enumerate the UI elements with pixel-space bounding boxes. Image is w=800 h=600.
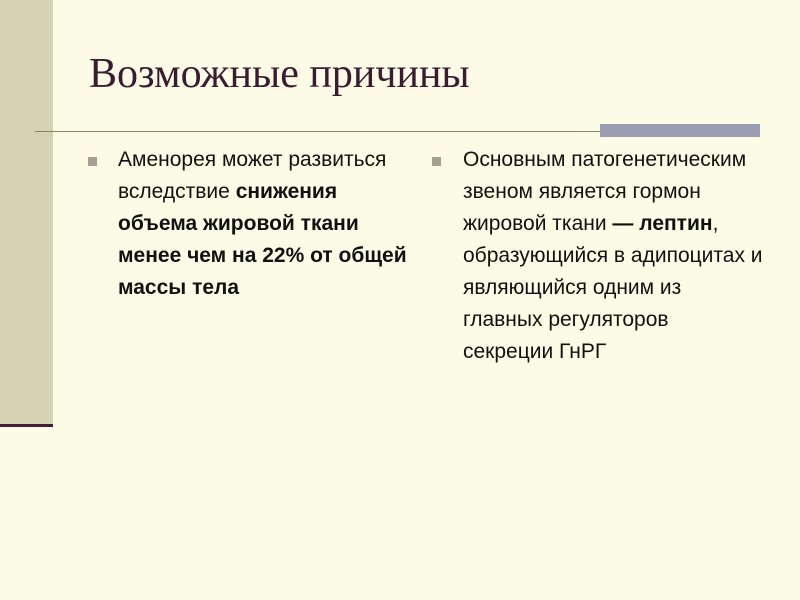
slide-title: Возможные причины <box>89 51 470 97</box>
bullet-left-bold-text: снижения объема жировой ткани менее чем на 22% от общей массы тела <box>118 180 407 299</box>
bullet-left <box>118 144 410 304</box>
bullet-left-text: Аменорея может развиться вследствие <box>118 148 387 203</box>
bullet-marker-icon <box>88 157 97 166</box>
bullet-right-text: Основным патогенетическим звеном является гормон жировой ткани <box>463 148 747 235</box>
decorative-side-bar <box>0 0 53 426</box>
bullet-marker-icon <box>432 157 441 166</box>
bullet-right-text-tail: , образующийся в адипоцитах и являющийся одним из главных регуляторов секреции ГнРГ <box>463 212 763 363</box>
side-bar-bottom-line <box>0 424 53 427</box>
bullet-right-bold-text: — лептин <box>612 212 713 235</box>
bullet-right <box>463 144 763 368</box>
divider-accent-bar <box>600 124 760 137</box>
